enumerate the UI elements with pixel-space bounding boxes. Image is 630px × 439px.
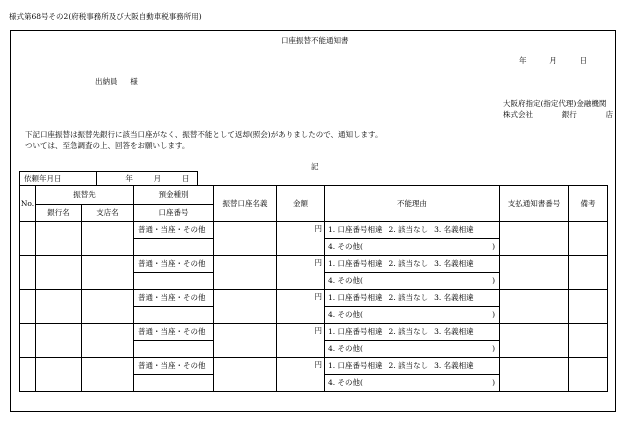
remarks-cell[interactable] bbox=[569, 256, 608, 290]
account-name-cell[interactable] bbox=[214, 222, 277, 256]
yen-label: 円 bbox=[314, 258, 322, 267]
row-no bbox=[20, 290, 36, 324]
issue-month-label: 月 bbox=[549, 56, 557, 65]
reason-other-cell[interactable] bbox=[325, 239, 500, 256]
account-name-cell[interactable] bbox=[214, 256, 277, 290]
reason-other-label: 4. その他( bbox=[328, 276, 363, 286]
reason-other-close: ) bbox=[492, 378, 495, 388]
reason-other-cell[interactable] bbox=[325, 375, 500, 392]
yen-label: 円 bbox=[314, 326, 322, 335]
amount-cell[interactable] bbox=[277, 256, 325, 290]
remarks-cell[interactable] bbox=[569, 290, 608, 324]
reason-option-1[interactable]: 1. 口座番号相違 bbox=[328, 293, 383, 303]
deposit-type-options[interactable]: 普通・当座・その他 bbox=[134, 324, 214, 341]
deposit-type-options[interactable]: 普通・当座・その他 bbox=[134, 290, 214, 307]
header-account-name: 振替口座名義 bbox=[214, 186, 277, 222]
notice-number-cell[interactable] bbox=[500, 290, 569, 324]
yen-label: 円 bbox=[314, 292, 322, 301]
body-text-line-1: 下記口座振替は振替先銀行に該当口座がなく、振替不能として返却(照会)がありましたので、通知します。 bbox=[25, 130, 383, 139]
remarks-cell[interactable] bbox=[569, 324, 608, 358]
reason-options-cell[interactable] bbox=[325, 290, 500, 307]
reason-other-cell[interactable] bbox=[325, 307, 500, 324]
bank-name-cell[interactable] bbox=[36, 290, 82, 324]
reason-other-cell[interactable] bbox=[325, 341, 500, 358]
header-branch-name: 支店名 bbox=[82, 205, 134, 222]
row-no bbox=[20, 358, 36, 392]
reason-options-cell[interactable] bbox=[325, 358, 500, 375]
reason-option-1[interactable]: 1. 口座番号相違 bbox=[328, 259, 383, 269]
reason-other-close: ) bbox=[492, 344, 495, 354]
reason-options-cell[interactable] bbox=[325, 222, 500, 239]
reason-option-1[interactable]: 1. 口座番号相違 bbox=[328, 225, 383, 235]
reason-option-3[interactable]: 3. 名義相違 bbox=[434, 259, 474, 269]
reason-option-3[interactable]: 3. 名義相違 bbox=[434, 293, 474, 303]
amount-cell[interactable] bbox=[277, 324, 325, 358]
issue-year-label: 年 bbox=[519, 56, 527, 65]
request-date-label: 依頼年月日 bbox=[20, 172, 97, 186]
reason-option-2[interactable]: 2. 該当なし bbox=[388, 293, 429, 303]
account-number-cell[interactable] bbox=[134, 375, 214, 392]
reason-option-2[interactable]: 2. 該当なし bbox=[388, 225, 429, 235]
header-notice-number: 支払通知書番号 bbox=[500, 186, 569, 222]
deposit-type-options[interactable]: 普通・当座・その他 bbox=[134, 222, 214, 239]
account-name-cell[interactable] bbox=[214, 324, 277, 358]
amount-cell[interactable] bbox=[277, 358, 325, 392]
branch-name-cell[interactable] bbox=[82, 358, 134, 392]
branch-name-cell[interactable] bbox=[82, 256, 134, 290]
reason-other-label: 4. その他( bbox=[328, 242, 363, 252]
yen-label: 円 bbox=[314, 360, 322, 369]
request-date-year: 年 bbox=[125, 173, 133, 183]
row-no bbox=[20, 222, 36, 256]
request-date-box bbox=[19, 171, 198, 186]
request-date-month: 月 bbox=[153, 173, 162, 183]
header-deposit-type: 預金種別 bbox=[134, 186, 214, 205]
issue-date bbox=[519, 57, 587, 65]
deposit-type-options[interactable]: 普通・当座・その他 bbox=[134, 256, 214, 273]
reason-option-1[interactable]: 1. 口座番号相違 bbox=[328, 327, 383, 337]
request-date-day: 日 bbox=[181, 173, 190, 183]
yen-label: 円 bbox=[314, 224, 322, 233]
reason-option-2[interactable]: 2. 該当なし bbox=[388, 361, 429, 371]
branch-name-cell[interactable] bbox=[82, 222, 134, 256]
recipient-label: 出納員 bbox=[95, 77, 118, 86]
reason-other-cell[interactable] bbox=[325, 273, 500, 290]
header-reason: 不能理由 bbox=[325, 186, 500, 222]
sender-company: 株式会社 bbox=[503, 110, 533, 119]
remarks-cell[interactable] bbox=[569, 222, 608, 256]
branch-name-cell[interactable] bbox=[82, 290, 134, 324]
account-name-cell[interactable] bbox=[214, 358, 277, 392]
body-text-line-2: ついては、至急調査の上、回答をお願いします。 bbox=[25, 141, 190, 150]
reason-other-label: 4. その他( bbox=[328, 378, 363, 388]
reason-option-3[interactable]: 3. 名義相違 bbox=[434, 327, 474, 337]
table-row bbox=[20, 222, 608, 239]
amount-cell[interactable] bbox=[277, 290, 325, 324]
table-row bbox=[20, 256, 608, 273]
sender-bank bbox=[503, 111, 613, 119]
bank-name-cell[interactable] bbox=[36, 358, 82, 392]
header-destination: 振替先 bbox=[36, 186, 134, 205]
reason-option-2[interactable]: 2. 該当なし bbox=[388, 327, 429, 337]
account-number-cell[interactable] bbox=[134, 273, 214, 290]
notice-number-cell[interactable] bbox=[500, 324, 569, 358]
account-name-cell[interactable] bbox=[214, 290, 277, 324]
row-no bbox=[20, 256, 36, 290]
header-account-number: 口座番号 bbox=[134, 205, 214, 222]
reason-option-2[interactable]: 2. 該当なし bbox=[388, 259, 429, 269]
header-bank-name: 銀行名 bbox=[36, 205, 82, 222]
notice-number-cell[interactable] bbox=[500, 256, 569, 290]
reason-other-close: ) bbox=[492, 242, 495, 252]
sender-institution: 大阪府指定(指定代理)金融機関 bbox=[503, 99, 607, 108]
transfer-failure-table bbox=[19, 185, 608, 392]
recipient-honorific: 様 bbox=[130, 77, 138, 86]
bank-name-cell[interactable] bbox=[36, 222, 82, 256]
reason-other-label: 4. その他( bbox=[328, 310, 363, 320]
account-number-cell[interactable] bbox=[134, 341, 214, 358]
remarks-cell[interactable] bbox=[569, 358, 608, 392]
reason-other-label: 4. その他( bbox=[328, 344, 363, 354]
reason-other-close: ) bbox=[492, 310, 495, 320]
reason-option-3[interactable]: 3. 名義相違 bbox=[434, 225, 474, 235]
header-amount: 金額 bbox=[277, 186, 325, 222]
reason-other-close: ) bbox=[492, 276, 495, 286]
sender-bank-label: 銀行 bbox=[561, 110, 577, 119]
form-title: 口座振替不能通知書 bbox=[281, 36, 349, 45]
header-remarks: 備考 bbox=[569, 186, 608, 222]
reason-options-cell[interactable] bbox=[325, 324, 500, 341]
row-no bbox=[20, 324, 36, 358]
branch-name-cell[interactable] bbox=[82, 324, 134, 358]
ki-mark: 記 bbox=[311, 162, 319, 171]
account-number-cell[interactable] bbox=[134, 239, 214, 256]
amount-cell[interactable] bbox=[277, 222, 325, 256]
reason-option-3[interactable]: 3. 名義相違 bbox=[434, 361, 474, 371]
table-row bbox=[20, 290, 608, 307]
notice-number-cell[interactable] bbox=[500, 358, 569, 392]
bank-name-cell[interactable] bbox=[36, 256, 82, 290]
request-date-value bbox=[97, 172, 198, 186]
issue-day-label: 日 bbox=[579, 56, 588, 65]
form-code: 様式第68号その2(府税事務所及び大阪自動車税事務所用) bbox=[9, 12, 202, 21]
recipient bbox=[95, 78, 138, 86]
reason-options-cell[interactable] bbox=[325, 256, 500, 273]
notice-number-cell[interactable] bbox=[500, 222, 569, 256]
bank-name-cell[interactable] bbox=[36, 324, 82, 358]
account-number-cell[interactable] bbox=[134, 307, 214, 324]
deposit-type-options[interactable]: 普通・当座・その他 bbox=[134, 358, 214, 375]
table-row bbox=[20, 358, 608, 375]
reason-option-1[interactable]: 1. 口座番号相違 bbox=[328, 361, 383, 371]
table-row bbox=[20, 324, 608, 341]
sender-branch-label: 店 bbox=[605, 110, 614, 119]
header-no: No. bbox=[20, 186, 36, 222]
